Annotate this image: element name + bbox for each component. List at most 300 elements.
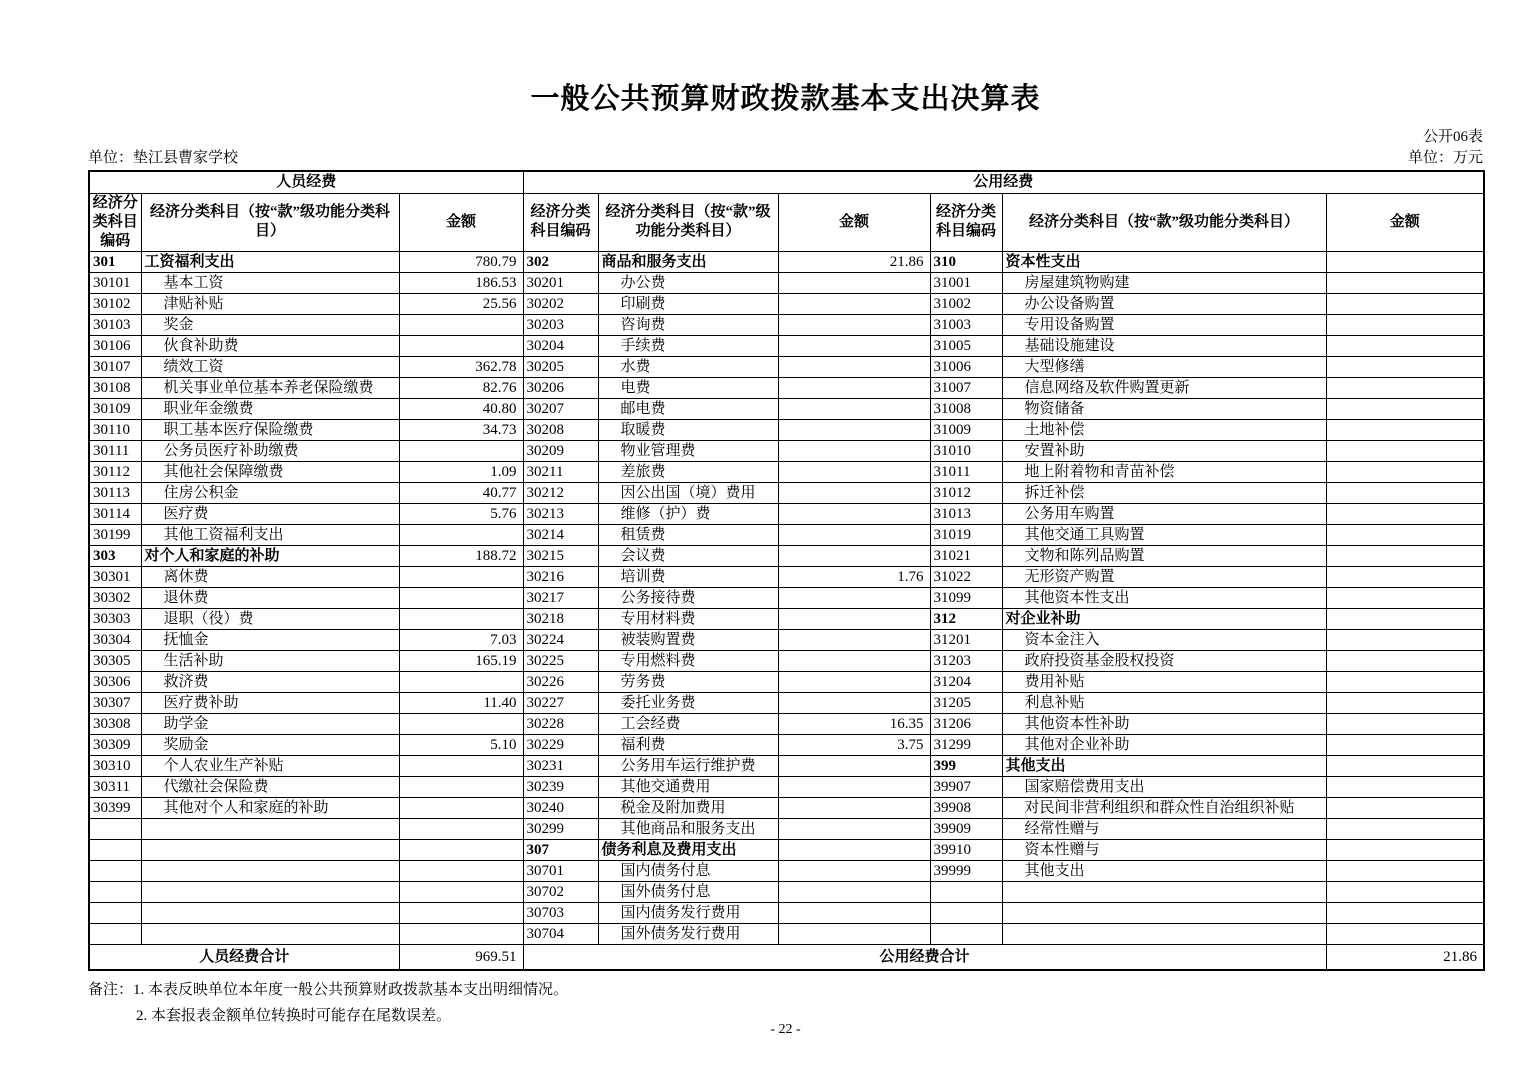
amount-cell: 1.09	[399, 461, 523, 482]
table-row	[89, 881, 1484, 902]
table-row	[89, 524, 1484, 545]
subject-cell: 取暖费	[598, 419, 778, 440]
code-cell: 31299	[930, 734, 1002, 755]
subject-cell: 其他交通工具购置	[1002, 524, 1326, 545]
money-unit-label: 单位：万元	[1407, 150, 1483, 166]
subject-cell: 国外债务付息	[598, 881, 778, 902]
subject-cell: 基础设施建设	[1002, 335, 1326, 356]
amount-cell	[778, 440, 930, 461]
amount-cell	[399, 776, 523, 797]
amount-cell	[778, 335, 930, 356]
col-header-amount-3: 金额	[1326, 193, 1484, 251]
code-cell: 31012	[930, 482, 1002, 503]
code-cell: 31019	[930, 524, 1002, 545]
note-line-2: 2. 本套报表金额单位转换时可能存在尾数误差。	[136, 1008, 452, 1024]
amount-cell	[1326, 566, 1484, 587]
code-cell: 30203	[523, 314, 598, 335]
code-cell: 30702	[523, 881, 598, 902]
amount-cell	[399, 587, 523, 608]
subject-cell: 因公出国（境）费用	[598, 482, 778, 503]
subject-cell: 其他交通费用	[598, 776, 778, 797]
subject-cell: 办公设备购置	[1002, 293, 1326, 314]
subject-cell: 租赁费	[598, 524, 778, 545]
amount-cell: 780.79	[399, 251, 523, 272]
amount-cell	[778, 482, 930, 503]
amount-cell	[1326, 461, 1484, 482]
code-cell: 30301	[89, 566, 141, 587]
amount-cell	[1326, 524, 1484, 545]
subject-cell: 利息补贴	[1002, 692, 1326, 713]
amount-cell	[399, 566, 523, 587]
code-cell: 30112	[89, 461, 141, 482]
amount-cell: 362.78	[399, 356, 523, 377]
subject-cell: 国家赔偿费用支出	[1002, 776, 1326, 797]
amount-cell	[778, 587, 930, 608]
amount-cell: 186.53	[399, 272, 523, 293]
code-cell: 30199	[89, 524, 141, 545]
subject-cell: 印刷费	[598, 293, 778, 314]
code-cell: 30102	[89, 293, 141, 314]
amount-cell	[1326, 713, 1484, 734]
subject-cell: 生活补助	[141, 650, 399, 671]
amount-cell	[778, 377, 930, 398]
col-header-subject-3: 经济分类科目（按“款”级功能分类科目）	[1002, 193, 1326, 251]
code-cell: 30302	[89, 587, 141, 608]
code-cell: 30215	[523, 545, 598, 566]
subject-cell: 对个人和家庭的补助	[141, 545, 399, 566]
code-cell: 31203	[930, 650, 1002, 671]
amount-cell	[1326, 797, 1484, 818]
amount-cell: 21.86	[778, 251, 930, 272]
code-cell: 30208	[523, 419, 598, 440]
amount-cell	[399, 608, 523, 629]
subject-cell: 国内债务发行费用	[598, 902, 778, 923]
amount-cell	[1326, 839, 1484, 860]
subject-cell: 医疗费补助	[141, 692, 399, 713]
code-cell	[89, 881, 141, 902]
subject-cell: 其他商品和服务支出	[598, 818, 778, 839]
table-row	[89, 398, 1484, 419]
amount-cell	[1326, 335, 1484, 356]
code-cell: 30703	[523, 902, 598, 923]
amount-cell: 11.40	[399, 692, 523, 713]
subject-cell: 奖励金	[141, 734, 399, 755]
amount-cell	[778, 755, 930, 776]
amount-cell	[778, 818, 930, 839]
table-row	[89, 629, 1484, 650]
table-row	[89, 251, 1484, 272]
amount-cell	[778, 503, 930, 524]
code-cell: 31011	[930, 461, 1002, 482]
subject-cell: 物业管理费	[598, 440, 778, 461]
table-row	[89, 356, 1484, 377]
amount-cell: 188.72	[399, 545, 523, 566]
amount-cell	[778, 839, 930, 860]
subject-cell: 国外债务发行费用	[598, 923, 778, 944]
subject-cell: 资本性赠与	[1002, 839, 1326, 860]
amount-cell	[778, 356, 930, 377]
amount-cell	[778, 419, 930, 440]
code-cell: 30240	[523, 797, 598, 818]
budget-table	[88, 170, 1485, 971]
amount-cell	[1326, 503, 1484, 524]
code-cell: 30214	[523, 524, 598, 545]
subject-cell: 退休费	[141, 587, 399, 608]
subject-cell: 其他资本性支出	[1002, 587, 1326, 608]
subject-cell: 信息网络及软件购置更新	[1002, 377, 1326, 398]
table-row	[89, 755, 1484, 776]
amount-cell	[778, 608, 930, 629]
code-cell: 30229	[523, 734, 598, 755]
document-content	[88, 0, 1483, 1029]
code-cell: 39910	[930, 839, 1002, 860]
code-cell: 31201	[930, 629, 1002, 650]
subject-cell: 经常性赠与	[1002, 818, 1326, 839]
code-cell: 30704	[523, 923, 598, 944]
code-cell: 31007	[930, 377, 1002, 398]
subject-cell: 咨询费	[598, 314, 778, 335]
subject-cell	[141, 839, 399, 860]
amount-cell	[1326, 629, 1484, 650]
amount-cell	[1326, 902, 1484, 923]
code-cell: 302	[523, 251, 598, 272]
code-cell: 31206	[930, 713, 1002, 734]
subject-cell: 资本性支出	[1002, 251, 1326, 272]
code-cell: 30305	[89, 650, 141, 671]
table-row	[89, 503, 1484, 524]
amount-cell	[399, 524, 523, 545]
code-cell: 31013	[930, 503, 1002, 524]
code-cell: 399	[930, 755, 1002, 776]
table-row	[89, 713, 1484, 734]
amount-cell	[778, 692, 930, 713]
amount-cell	[778, 545, 930, 566]
amount-cell	[778, 461, 930, 482]
subject-cell: 助学金	[141, 713, 399, 734]
code-cell: 30239	[523, 776, 598, 797]
code-cell: 30218	[523, 608, 598, 629]
amount-cell	[399, 839, 523, 860]
subject-cell: 房屋建筑物购建	[1002, 272, 1326, 293]
amount-cell	[1326, 881, 1484, 902]
group-header-row	[89, 171, 1484, 193]
amount-cell	[778, 650, 930, 671]
page-title: 一般公共预算财政拨款基本支出决算表	[530, 83, 1041, 115]
amount-cell	[1326, 587, 1484, 608]
subject-cell: 委托业务费	[598, 692, 778, 713]
code-cell: 30205	[523, 356, 598, 377]
subject-cell	[1002, 902, 1326, 923]
amount-cell	[399, 335, 523, 356]
table-row	[89, 923, 1484, 944]
code-cell: 31008	[930, 398, 1002, 419]
code-cell: 30701	[523, 860, 598, 881]
subject-cell: 商品和服务支出	[598, 251, 778, 272]
amount-cell	[399, 755, 523, 776]
table-row	[89, 377, 1484, 398]
code-cell: 30299	[523, 818, 598, 839]
subject-cell: 津贴补贴	[141, 293, 399, 314]
table-number: 公开06表	[1422, 129, 1483, 145]
code-cell: 30103	[89, 314, 141, 335]
code-cell: 30114	[89, 503, 141, 524]
subject-cell: 救济费	[141, 671, 399, 692]
subject-cell: 其他对个人和家庭的补助	[141, 797, 399, 818]
amount-cell	[399, 818, 523, 839]
subject-cell	[1002, 923, 1326, 944]
code-cell	[930, 881, 1002, 902]
code-cell: 301	[89, 251, 141, 272]
code-cell	[89, 818, 141, 839]
personnel-total-label: 人员经费合计	[89, 944, 399, 970]
table-row	[89, 671, 1484, 692]
amount-cell	[399, 671, 523, 692]
amount-cell	[1326, 377, 1484, 398]
subject-cell: 奖金	[141, 314, 399, 335]
subject-cell: 地上附着物和青苗补偿	[1002, 461, 1326, 482]
code-cell	[930, 923, 1002, 944]
subject-cell: 工会经费	[598, 713, 778, 734]
subject-cell: 医疗费	[141, 503, 399, 524]
subject-cell: 其他社会保障缴费	[141, 461, 399, 482]
amount-cell: 3.75	[778, 734, 930, 755]
amount-cell	[1326, 776, 1484, 797]
subject-cell: 基本工资	[141, 272, 399, 293]
code-cell: 39909	[930, 818, 1002, 839]
amount-cell	[778, 902, 930, 923]
table-row	[89, 776, 1484, 797]
code-cell: 30399	[89, 797, 141, 818]
amount-cell	[399, 797, 523, 818]
code-cell: 310	[930, 251, 1002, 272]
amount-cell	[778, 398, 930, 419]
subject-cell: 绩效工资	[141, 356, 399, 377]
amount-cell	[1326, 251, 1484, 272]
code-cell: 30225	[523, 650, 598, 671]
code-cell: 31022	[930, 566, 1002, 587]
code-cell: 30311	[89, 776, 141, 797]
code-cell: 31010	[930, 440, 1002, 461]
code-cell: 31001	[930, 272, 1002, 293]
code-cell: 30107	[89, 356, 141, 377]
table-row	[89, 734, 1484, 755]
code-cell: 39999	[930, 860, 1002, 881]
amount-cell: 5.10	[399, 734, 523, 755]
subject-cell: 住房公积金	[141, 482, 399, 503]
code-cell: 30307	[89, 692, 141, 713]
code-cell	[89, 839, 141, 860]
total-row	[89, 944, 1484, 970]
code-cell: 30204	[523, 335, 598, 356]
subject-cell: 退职（役）费	[141, 608, 399, 629]
subject-cell: 工资福利支出	[141, 251, 399, 272]
code-cell: 30310	[89, 755, 141, 776]
code-cell: 30224	[523, 629, 598, 650]
amount-cell	[778, 797, 930, 818]
subject-cell: 大型修缮	[1002, 356, 1326, 377]
subject-cell: 邮电费	[598, 398, 778, 419]
subject-cell: 公务用车运行维护费	[598, 755, 778, 776]
code-cell: 30304	[89, 629, 141, 650]
amount-cell	[1326, 755, 1484, 776]
code-cell: 30303	[89, 608, 141, 629]
subject-cell: 抚恤金	[141, 629, 399, 650]
table-row	[89, 419, 1484, 440]
subject-cell: 离休费	[141, 566, 399, 587]
subject-cell: 对民间非营利组织和群众性自治组织补贴	[1002, 797, 1326, 818]
table-body	[89, 251, 1484, 944]
subject-cell	[141, 923, 399, 944]
subject-cell: 职工基本医疗保险缴费	[141, 419, 399, 440]
code-cell: 39908	[930, 797, 1002, 818]
amount-cell: 34.73	[399, 419, 523, 440]
amount-cell	[1326, 671, 1484, 692]
amount-cell	[1326, 314, 1484, 335]
code-cell: 30201	[523, 272, 598, 293]
amount-cell	[399, 860, 523, 881]
subject-cell: 费用补贴	[1002, 671, 1326, 692]
code-cell: 31204	[930, 671, 1002, 692]
subject-cell: 税金及附加费用	[598, 797, 778, 818]
subject-cell: 对企业补助	[1002, 608, 1326, 629]
amount-cell: 82.76	[399, 377, 523, 398]
subject-cell: 机关事业单位基本养老保险缴费	[141, 377, 399, 398]
col-header-code-1: 经济分类科目编码	[89, 193, 141, 251]
subject-cell: 土地补偿	[1002, 419, 1326, 440]
code-cell: 30309	[89, 734, 141, 755]
code-cell: 30231	[523, 755, 598, 776]
group-header-personnel: 人员经费	[89, 171, 523, 193]
subject-cell: 其他资本性补助	[1002, 713, 1326, 734]
subject-cell	[141, 860, 399, 881]
subject-cell: 会议费	[598, 545, 778, 566]
amount-cell: 5.76	[399, 503, 523, 524]
subject-cell: 劳务费	[598, 671, 778, 692]
code-cell	[89, 902, 141, 923]
code-cell: 31205	[930, 692, 1002, 713]
table-row	[89, 545, 1484, 566]
code-cell: 30226	[523, 671, 598, 692]
subject-cell: 公务接待费	[598, 587, 778, 608]
col-header-subject-1: 经济分类科目（按“款”级功能分类科目）	[141, 193, 399, 251]
amount-cell: 1.76	[778, 566, 930, 587]
subject-cell: 手续费	[598, 335, 778, 356]
amount-cell: 7.03	[399, 629, 523, 650]
code-cell: 30216	[523, 566, 598, 587]
col-header-amount-1: 金额	[399, 193, 523, 251]
code-cell: 31021	[930, 545, 1002, 566]
note-text-1: 1. 本表反映单位本年度一般公共预算财政拨款基本支出明细情况。	[133, 982, 569, 998]
amount-cell	[1326, 293, 1484, 314]
code-cell: 31006	[930, 356, 1002, 377]
subject-cell: 福利费	[598, 734, 778, 755]
code-cell: 30213	[523, 503, 598, 524]
code-cell: 30212	[523, 482, 598, 503]
page-number: - 22 -	[770, 1022, 801, 1037]
code-cell: 312	[930, 608, 1002, 629]
code-cell: 30209	[523, 440, 598, 461]
subject-cell: 无形资产购置	[1002, 566, 1326, 587]
amount-cell	[1326, 482, 1484, 503]
amount-cell	[399, 314, 523, 335]
subject-cell: 被装购置费	[598, 629, 778, 650]
amount-cell: 165.19	[399, 650, 523, 671]
amount-cell	[1326, 545, 1484, 566]
table-row	[89, 293, 1484, 314]
amount-cell	[1326, 419, 1484, 440]
amount-cell	[778, 881, 930, 902]
table-row	[89, 440, 1484, 461]
amount-cell	[1326, 356, 1484, 377]
amount-cell: 25.56	[399, 293, 523, 314]
amount-cell	[778, 293, 930, 314]
code-cell: 30211	[523, 461, 598, 482]
subject-cell: 水费	[598, 356, 778, 377]
code-cell: 30110	[89, 419, 141, 440]
amount-cell	[778, 860, 930, 881]
code-cell: 31003	[930, 314, 1002, 335]
code-cell	[89, 860, 141, 881]
amount-cell	[778, 923, 930, 944]
amount-cell	[778, 524, 930, 545]
amount-cell	[1326, 692, 1484, 713]
code-cell: 30113	[89, 482, 141, 503]
column-header-row	[89, 193, 1484, 251]
table-row	[89, 860, 1484, 881]
code-cell: 30308	[89, 713, 141, 734]
code-cell: 30108	[89, 377, 141, 398]
table-row	[89, 335, 1484, 356]
subject-cell: 专用设备购置	[1002, 314, 1326, 335]
code-cell: 31005	[930, 335, 1002, 356]
table-row	[89, 902, 1484, 923]
code-cell: 30228	[523, 713, 598, 734]
subject-cell	[141, 902, 399, 923]
table-row	[89, 587, 1484, 608]
code-cell: 30202	[523, 293, 598, 314]
table-row	[89, 839, 1484, 860]
subject-cell: 差旅费	[598, 461, 778, 482]
amount-cell	[1326, 608, 1484, 629]
subject-cell: 培训费	[598, 566, 778, 587]
code-cell: 30206	[523, 377, 598, 398]
subject-cell: 专用材料费	[598, 608, 778, 629]
table-row	[89, 608, 1484, 629]
public-total-label: 公用经费合计	[523, 944, 1326, 970]
amount-cell	[778, 314, 930, 335]
amount-cell: 16.35	[778, 713, 930, 734]
code-cell: 307	[523, 839, 598, 860]
subject-cell: 职业年金缴费	[141, 398, 399, 419]
amount-cell	[399, 713, 523, 734]
amount-cell	[1326, 818, 1484, 839]
subject-cell: 办公费	[598, 272, 778, 293]
subject-cell	[1002, 881, 1326, 902]
code-cell	[89, 923, 141, 944]
amount-cell: 40.77	[399, 482, 523, 503]
subject-cell: 物资储备	[1002, 398, 1326, 419]
code-cell	[930, 902, 1002, 923]
amount-cell	[1326, 734, 1484, 755]
subject-cell: 电费	[598, 377, 778, 398]
subject-cell: 其他支出	[1002, 860, 1326, 881]
amount-cell	[778, 629, 930, 650]
code-cell: 30109	[89, 398, 141, 419]
table-row	[89, 272, 1484, 293]
code-cell: 31099	[930, 587, 1002, 608]
amount-cell	[399, 902, 523, 923]
subject-cell: 债务利息及费用支出	[598, 839, 778, 860]
